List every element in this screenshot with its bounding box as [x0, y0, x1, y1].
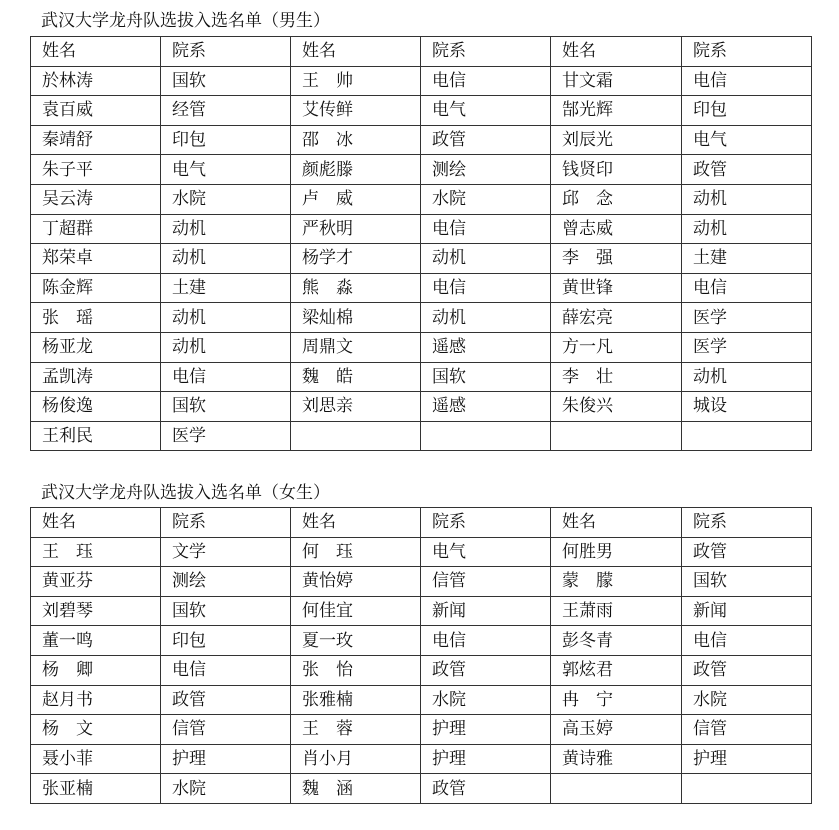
table-row	[31, 125, 812, 155]
department-cell: 动机	[682, 214, 812, 244]
table-row	[31, 392, 812, 422]
department-cell: 电气	[421, 537, 551, 567]
name-cell: 张雅楠	[291, 685, 421, 715]
table-row	[31, 537, 812, 567]
department-cell: 动机	[161, 332, 291, 362]
department-cell: 医学	[682, 303, 812, 333]
name-cell	[291, 421, 421, 451]
department-cell: 新闻	[421, 596, 551, 626]
name-cell: 彭冬青	[551, 626, 682, 656]
name-cell: 孟凯涛	[31, 362, 161, 392]
department-cell: 政管	[161, 685, 291, 715]
name-cell: 黄怡婷	[291, 567, 421, 597]
male-roster-table	[30, 36, 812, 451]
department-cell: 测绘	[421, 155, 551, 185]
department-cell: 水院	[161, 774, 291, 804]
name-cell: 郜光辉	[551, 96, 682, 126]
header-name-cell: 姓名	[31, 37, 161, 67]
department-cell: 国软	[161, 392, 291, 422]
name-cell: 黄诗雅	[551, 744, 682, 774]
name-cell: 何佳宜	[291, 596, 421, 626]
female-roster-table	[30, 507, 812, 804]
department-cell: 信管	[682, 715, 812, 745]
department-cell: 电气	[421, 96, 551, 126]
name-cell: 魏 皓	[291, 362, 421, 392]
name-cell: 秦靖舒	[31, 125, 161, 155]
table-row	[31, 596, 812, 626]
name-cell: 刘碧琴	[31, 596, 161, 626]
table-header-row	[31, 508, 812, 538]
department-cell: 护理	[421, 744, 551, 774]
header-name-cell: 姓名	[551, 37, 682, 67]
name-cell: 颜彪滕	[291, 155, 421, 185]
name-cell: 邵 冰	[291, 125, 421, 155]
table-row	[31, 244, 812, 274]
name-cell: 邱 念	[551, 184, 682, 214]
name-cell: 魏 涵	[291, 774, 421, 804]
name-cell: 丁超群	[31, 214, 161, 244]
department-cell: 动机	[161, 303, 291, 333]
name-cell: 夏一玫	[291, 626, 421, 656]
department-cell: 动机	[421, 244, 551, 274]
department-cell: 电信	[421, 626, 551, 656]
name-cell: 董一鸣	[31, 626, 161, 656]
department-cell: 国软	[421, 362, 551, 392]
table-row	[31, 655, 812, 685]
header-name-cell: 姓名	[551, 508, 682, 538]
department-cell: 电气	[161, 155, 291, 185]
name-cell: 於林涛	[31, 66, 161, 96]
header-dept-cell: 院系	[682, 37, 812, 67]
name-cell: 蒙 朦	[551, 567, 682, 597]
department-cell: 国软	[161, 596, 291, 626]
header-dept-cell: 院系	[161, 508, 291, 538]
name-cell: 李 壮	[551, 362, 682, 392]
department-cell: 医学	[682, 332, 812, 362]
name-cell: 甘文霜	[551, 66, 682, 96]
name-cell: 聂小菲	[31, 744, 161, 774]
department-cell: 印包	[161, 626, 291, 656]
department-cell: 动机	[421, 303, 551, 333]
name-cell: 张 瑶	[31, 303, 161, 333]
department-cell: 城设	[682, 392, 812, 422]
name-cell: 王 蓉	[291, 715, 421, 745]
table-row	[31, 567, 812, 597]
header-name-cell: 姓名	[291, 37, 421, 67]
department-cell: 土建	[682, 244, 812, 274]
department-cell: 测绘	[161, 567, 291, 597]
name-cell: 陈金辉	[31, 273, 161, 303]
name-cell: 严秋明	[291, 214, 421, 244]
name-cell: 王利民	[31, 421, 161, 451]
department-cell: 动机	[161, 244, 291, 274]
name-cell: 赵月书	[31, 685, 161, 715]
name-cell: 曾志威	[551, 214, 682, 244]
female-roster-title: 武汉大学龙舟队选拔入选名单（女生）	[41, 483, 330, 503]
department-cell: 电信	[421, 273, 551, 303]
department-cell: 信管	[161, 715, 291, 745]
department-cell: 护理	[161, 744, 291, 774]
name-cell	[551, 421, 682, 451]
department-cell: 水院	[682, 685, 812, 715]
name-cell: 王 珏	[31, 537, 161, 567]
department-cell: 水院	[421, 184, 551, 214]
department-cell: 动机	[682, 362, 812, 392]
department-cell: 水院	[421, 685, 551, 715]
department-cell: 土建	[161, 273, 291, 303]
department-cell: 电信	[682, 273, 812, 303]
department-cell: 医学	[161, 421, 291, 451]
department-cell: 电信	[421, 66, 551, 96]
department-cell: 电信	[161, 362, 291, 392]
department-cell: 国软	[682, 567, 812, 597]
department-cell: 电信	[682, 66, 812, 96]
female-roster-body	[31, 508, 812, 804]
table-row	[31, 184, 812, 214]
name-cell: 卢 威	[291, 184, 421, 214]
department-cell: 政管	[421, 655, 551, 685]
department-cell	[421, 421, 551, 451]
department-cell: 动机	[682, 184, 812, 214]
name-cell: 朱俊兴	[551, 392, 682, 422]
name-cell: 黄世锋	[551, 273, 682, 303]
department-cell: 电信	[682, 626, 812, 656]
department-cell: 护理	[421, 715, 551, 745]
header-name-cell: 姓名	[31, 508, 161, 538]
name-cell: 杨亚龙	[31, 332, 161, 362]
name-cell	[551, 774, 682, 804]
department-cell: 遥感	[421, 392, 551, 422]
name-cell: 何 珏	[291, 537, 421, 567]
department-cell	[682, 421, 812, 451]
table-row	[31, 273, 812, 303]
department-cell: 电信	[161, 655, 291, 685]
name-cell: 杨 卿	[31, 655, 161, 685]
name-cell: 冉 宁	[551, 685, 682, 715]
name-cell: 薛宏亮	[551, 303, 682, 333]
name-cell: 刘思亲	[291, 392, 421, 422]
name-cell: 李 强	[551, 244, 682, 274]
name-cell: 吴云涛	[31, 184, 161, 214]
header-name-cell: 姓名	[291, 508, 421, 538]
name-cell: 王 帅	[291, 66, 421, 96]
department-cell: 印包	[682, 96, 812, 126]
department-cell: 经管	[161, 96, 291, 126]
name-cell: 杨俊逸	[31, 392, 161, 422]
name-cell: 杨学才	[291, 244, 421, 274]
male-roster-body	[31, 37, 812, 451]
name-cell: 郑荣卓	[31, 244, 161, 274]
department-cell: 遥感	[421, 332, 551, 362]
department-cell: 政管	[682, 655, 812, 685]
name-cell: 张亚楠	[31, 774, 161, 804]
name-cell: 何胜男	[551, 537, 682, 567]
department-cell: 信管	[421, 567, 551, 597]
name-cell: 朱子平	[31, 155, 161, 185]
table-row	[31, 214, 812, 244]
name-cell: 黄亚芬	[31, 567, 161, 597]
department-cell: 电气	[682, 125, 812, 155]
department-cell: 国软	[161, 66, 291, 96]
department-cell: 印包	[161, 125, 291, 155]
name-cell: 郭炫君	[551, 655, 682, 685]
department-cell: 政管	[682, 537, 812, 567]
header-dept-cell: 院系	[421, 37, 551, 67]
department-cell: 护理	[682, 744, 812, 774]
male-roster-title: 武汉大学龙舟队选拔入选名单（男生）	[41, 11, 330, 31]
name-cell: 方一凡	[551, 332, 682, 362]
header-dept-cell: 院系	[682, 508, 812, 538]
department-cell: 政管	[421, 774, 551, 804]
name-cell: 高玉婷	[551, 715, 682, 745]
name-cell: 钱贤印	[551, 155, 682, 185]
name-cell: 杨 文	[31, 715, 161, 745]
name-cell: 熊 淼	[291, 273, 421, 303]
table-header-row	[31, 37, 812, 67]
name-cell: 王萧雨	[551, 596, 682, 626]
table-row	[31, 332, 812, 362]
table-row	[31, 96, 812, 126]
table-row	[31, 362, 812, 392]
name-cell: 梁灿棉	[291, 303, 421, 333]
name-cell: 艾传鲜	[291, 96, 421, 126]
header-dept-cell: 院系	[161, 37, 291, 67]
department-cell: 动机	[161, 214, 291, 244]
department-cell: 水院	[161, 184, 291, 214]
department-cell: 新闻	[682, 596, 812, 626]
table-row	[31, 66, 812, 96]
department-cell: 文学	[161, 537, 291, 567]
table-row	[31, 774, 812, 804]
name-cell: 张 怡	[291, 655, 421, 685]
header-dept-cell: 院系	[421, 508, 551, 538]
name-cell: 刘辰光	[551, 125, 682, 155]
name-cell: 肖小月	[291, 744, 421, 774]
department-cell: 政管	[421, 125, 551, 155]
name-cell: 周鼎文	[291, 332, 421, 362]
department-cell: 电信	[421, 214, 551, 244]
department-cell: 政管	[682, 155, 812, 185]
department-cell	[682, 774, 812, 804]
name-cell: 袁百威	[31, 96, 161, 126]
table-row	[31, 155, 812, 185]
table-row	[31, 744, 812, 774]
table-row	[31, 715, 812, 745]
table-row	[31, 303, 812, 333]
table-row	[31, 626, 812, 656]
table-row	[31, 421, 812, 451]
table-row	[31, 685, 812, 715]
